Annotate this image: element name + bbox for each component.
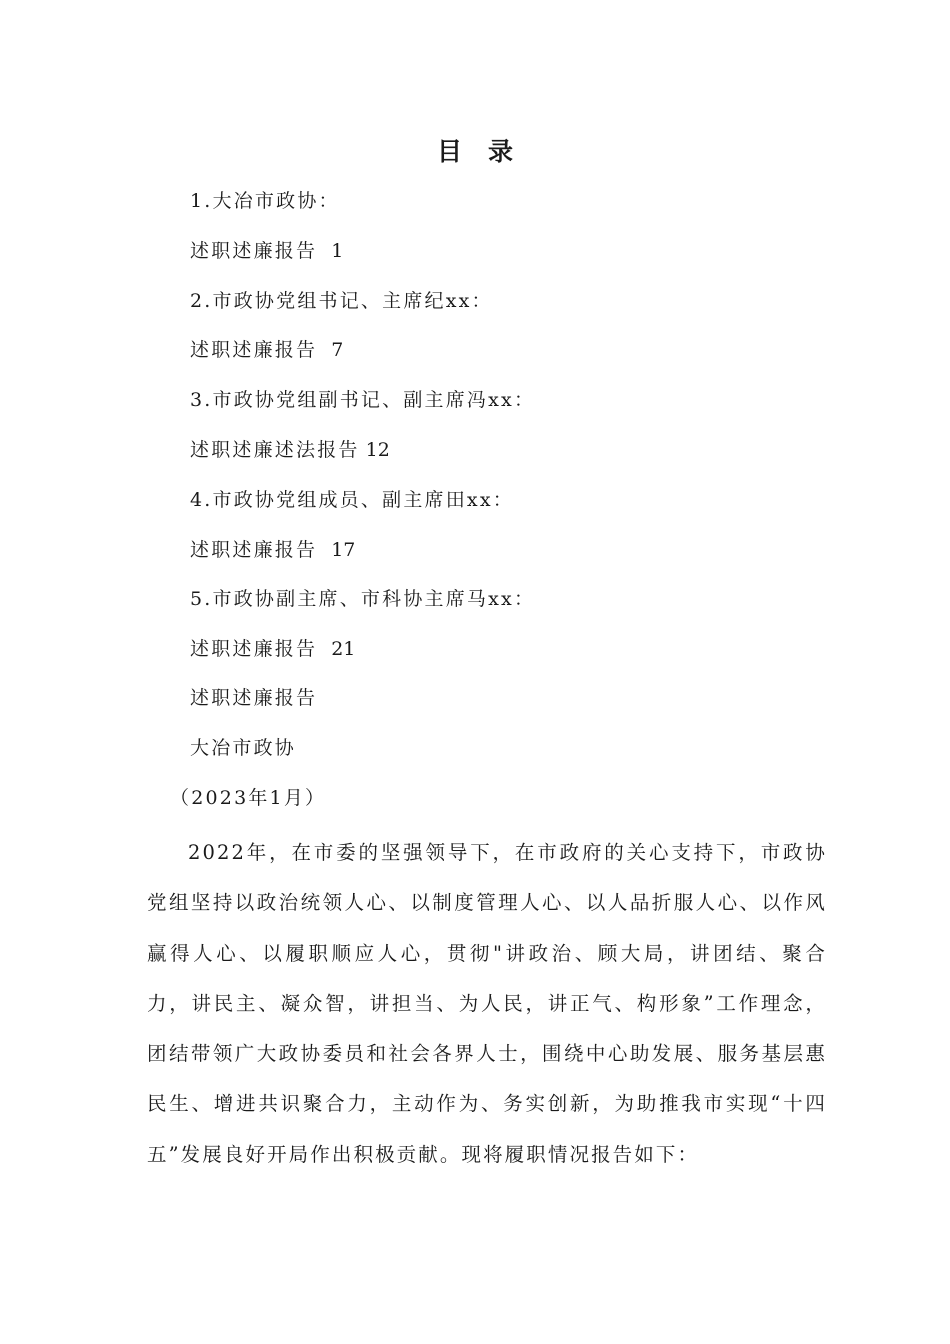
toc-heading-1: 1.大冶市政协： bbox=[190, 190, 340, 212]
toc-page-number: 1 bbox=[331, 239, 344, 262]
toc-entry-4 bbox=[190, 534, 535, 584]
toc-heading-5: 5.市政协副主席、市科协主席马xx： bbox=[190, 588, 536, 611]
toc-page-number: 7 bbox=[331, 339, 344, 362]
report-date: （2023年1月） bbox=[170, 786, 327, 809]
toc-page-number: 21 bbox=[331, 638, 356, 661]
toc-heading-4: 4.市政协党组成员、副主席田xx： bbox=[190, 488, 514, 511]
toc-page-number: 17 bbox=[331, 538, 356, 561]
report-title: 述职述廉报告 bbox=[190, 687, 318, 709]
toc-title: 目录 bbox=[436, 137, 539, 166]
toc-entry-5 bbox=[190, 633, 535, 683]
table-of-contents bbox=[190, 185, 535, 683]
toc-page-number: 12 bbox=[365, 438, 390, 461]
toc-entry-label: 述职述廉报告 bbox=[190, 538, 318, 561]
report-organization: 大冶市政协 bbox=[190, 736, 297, 759]
toc-entry-label: 述职述廉报告 bbox=[190, 638, 318, 661]
toc-entry-label: 述职述廉报告 bbox=[190, 339, 318, 362]
toc-entry-3 bbox=[190, 434, 535, 484]
toc-entry-1 bbox=[190, 235, 535, 285]
report-body-paragraph: 2022年，在市委的坚强领导下，在市政府的关心支持下，市政协党组坚持以政治统领人心、以制度管理人心、以人品折服人心、以作风赢得人心、以履职顺应人心，贯彻"讲政治、顾大局，讲团结、聚合力，讲民主、凝众智，讲担当、为人民，讲正气、构形象”工作理念，团结带领广大政协委员和社会各界人士，围绕中心助发展、服务基层惠民生、增进共识聚合力，主动作为、务实创新，为助推我市实现“十四五”发展良好开局作出积极贡献。现将履职情况报告如下： bbox=[147, 841, 827, 1166]
toc-heading-3: 3.市政协党组副书记、副主席冯xx： bbox=[190, 389, 536, 412]
report-header bbox=[0, 682, 950, 831]
toc-entry-2 bbox=[190, 334, 535, 384]
toc-entry-label: 述职述廉述法报告 bbox=[190, 438, 360, 461]
toc-heading-2: 2.市政协党组书记、主席纪xx： bbox=[190, 289, 493, 312]
toc-entry-label: 述职述廉报告 bbox=[190, 239, 318, 262]
